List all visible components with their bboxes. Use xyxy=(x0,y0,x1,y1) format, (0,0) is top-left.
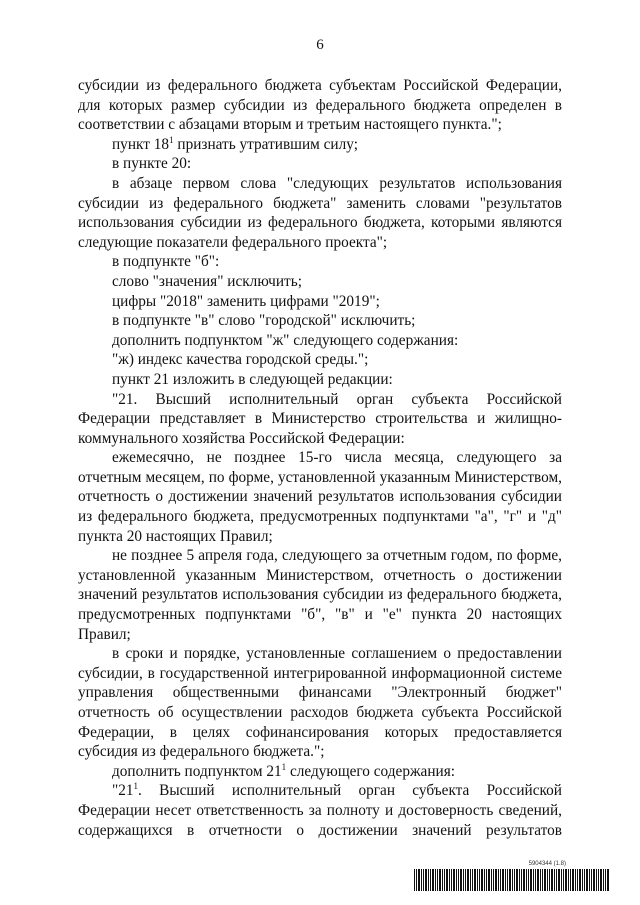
paragraph: в сроки и порядке, установленные соглашением о предоставлении субсидии, в государственной интегрированной информационной системе управления общественными финансами "Электронный бюджет" отчетность об осуществлении расходов бюджета субъекта Российской Федерации, в целях софинансирования которых предоставляется субсидия из федерального бюджета."; xyxy=(78,645,562,761)
barcode-icon xyxy=(414,869,610,891)
paragraph-text: "21 xyxy=(112,782,134,800)
paragraph: субсидии из федерального бюджета субъектам Российской Федерации, для которых размер субсидии из федерального бюджета определен в соответствии с абзацами вторым и третьим настоящего пункта."; xyxy=(78,77,562,134)
paragraph xyxy=(78,762,562,782)
paragraph: слово "значения" исключить; xyxy=(112,272,302,290)
document-body xyxy=(78,76,562,840)
paragraph: "21. Высший исполнительный орган субъекта Российской Федерации представляет в Министерство строительства и жилищно-коммунального хозяйства Российской Федерации: xyxy=(78,390,562,447)
paragraph: в подпункте "в" слово "городской" исключить; xyxy=(112,312,416,330)
paragraph-text: пункт 18 xyxy=(112,135,170,153)
paragraph: в подпункте "б": xyxy=(112,253,220,271)
barcode-number: 5904344 (1.8) xyxy=(528,861,566,867)
page-number: 6 xyxy=(316,37,324,53)
paragraph-text: Высший исполнительный орган субъекта Российской Федерации несет ответственность за полноту и достоверность сведений, содержащихся в отчетности о достижении значений результатов xyxy=(78,782,562,839)
paragraph xyxy=(78,781,562,840)
superscript: 1 xyxy=(169,134,174,145)
paragraph: "ж) индекс качества городской среды."; xyxy=(112,351,369,369)
paragraph: дополнить подпунктом "ж" следующего содержания: xyxy=(112,331,459,349)
paragraph: пункт 21 изложить в следующей редакции: xyxy=(112,370,393,388)
paragraph-text: дополнить подпунктом 21 xyxy=(112,762,282,780)
paragraph-text: . xyxy=(138,782,160,800)
paragraph-text: следующего содержания: xyxy=(286,762,455,780)
paragraph: в абзаце первом слова "следующих результатов использования субсидии из федерального бюджета" заменить словами "результатов использования субсидии из федерального бюджета, которыми являются следующие показатели федерального проекта"; xyxy=(78,174,562,251)
paragraph: в пункте 20: xyxy=(112,155,192,173)
paragraph: цифры "2018" заменить цифрами "2019"; xyxy=(112,292,380,310)
paragraph-text: признать утратившим силу; xyxy=(173,135,358,153)
paragraph: ежемесячно, не позднее 15-го числа месяца, следующего за отчетным месяцем, по форме, установленной указанным Министерством, отчетность о достижении значений результатов использования субсидии из федерального бюджета, предусмотренных подпунктами "а", "г" и "д" пункта 20 настоящих Правил; xyxy=(78,449,562,545)
superscript: 1 xyxy=(281,761,287,772)
paragraph xyxy=(78,135,562,155)
superscript: 1 xyxy=(133,781,139,792)
barcode xyxy=(414,860,610,891)
paragraph: не позднее 5 апреля года, следующего за отчетным годом, по форме, установленной указанным Министерством, отчетность о достижении значений результатов использования субсидии из федерального бюджета, предусмотренных подпунктами "б", "в" и "е" пункта 20 настоящих Правил; xyxy=(78,547,562,643)
